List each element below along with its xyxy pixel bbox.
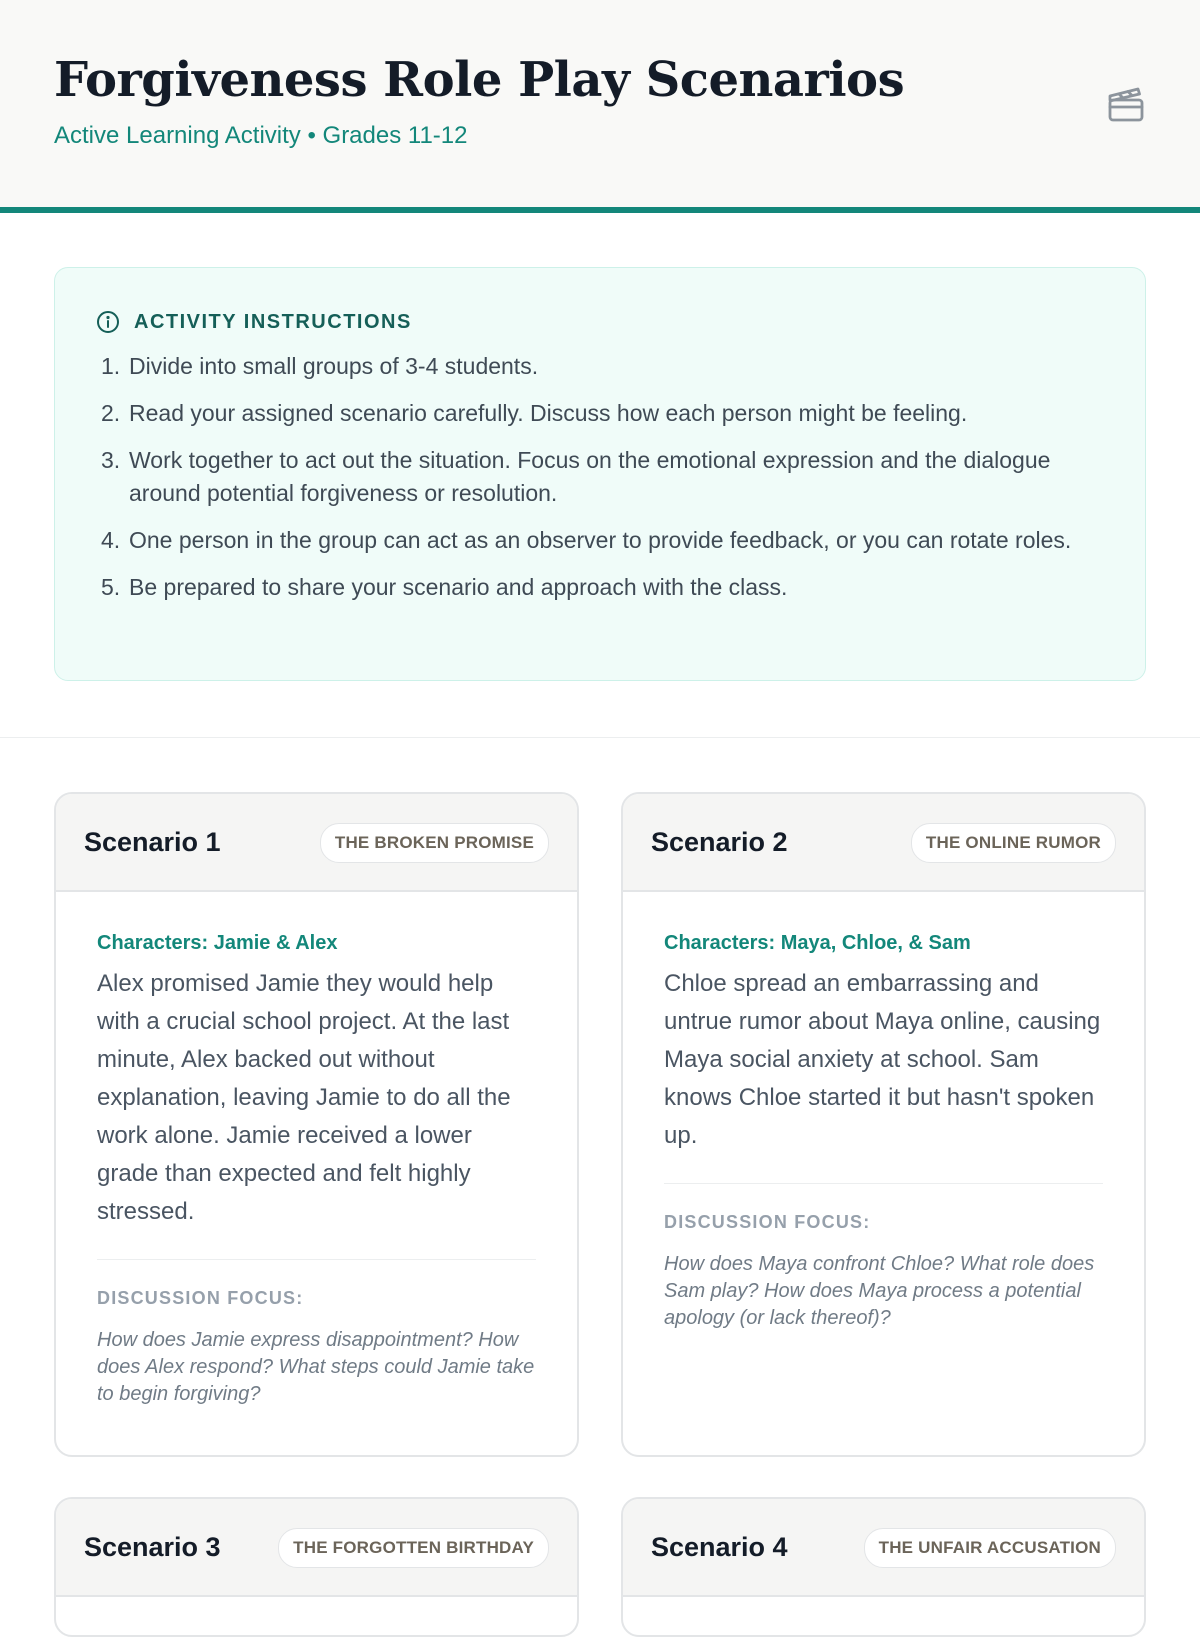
discussion-focus-label: DISCUSSION FOCUS:: [664, 1212, 871, 1232]
page-header: [0, 0, 1200, 213]
scenario-tag: THE ONLINE RUMOR: [911, 823, 1116, 863]
scenario-title: Scenario 3: [84, 1532, 221, 1562]
scenario-card-body: [623, 892, 1144, 1332]
scenario-tag: THE FORGOTTEN BIRTHDAY: [278, 1528, 549, 1568]
instruction-number: 5.: [101, 574, 121, 600]
activity-instructions-panel: [54, 267, 1146, 681]
section-divider: [0, 737, 1200, 738]
scenario-characters: Characters: Jamie & Alex: [97, 932, 338, 954]
discussion-focus-text: How does Jamie express disappointment? How does Alex respond? What steps could Jamie take to begin forgiving?: [97, 1329, 535, 1405]
info-icon: [96, 310, 120, 334]
scenario-card-1: [54, 792, 579, 1457]
instruction-item: [101, 397, 1101, 430]
instruction-text: One person in the group can act as an observer to provide feedback, or you can rotate roles.: [129, 527, 1072, 553]
instruction-item: [101, 524, 1101, 557]
card-divider: [664, 1183, 1103, 1184]
instruction-item: [101, 444, 1101, 510]
instruction-item: [101, 350, 1101, 383]
scenario-description: Alex promised Jamie they would help with a crucial school project. At the last minute, Alex backed out without explanation, leaving Jamie to do all the work alone. Jamie received a lower grade than expected and felt highly stressed.: [97, 970, 511, 1225]
instruction-item: [101, 571, 1101, 604]
page-subtitle: Active Learning Activity • Grades 11-12: [54, 122, 468, 149]
instructions-title: ACTIVITY INSTRUCTIONS: [134, 310, 412, 333]
scenario-card-header: [56, 794, 577, 892]
instruction-text: Work together to act out the situation. Focus on the emotional expression and the dialogue around potential forgiveness or resolution.: [129, 447, 1051, 506]
discussion-focus-text: How does Maya confront Chloe? What role does Sam play? How does Maya process a potential apology (or lack thereof)?: [664, 1253, 1095, 1329]
instruction-number: 1.: [101, 353, 121, 379]
scenario-description: Chloe spread an embarrassing and untrue rumor about Maya online, causing Maya social anxiety at school. Sam knows Chloe started it but hasn't spoken up.: [664, 970, 1101, 1149]
scenario-card-2: [621, 792, 1146, 1457]
scenario-characters: Characters: Maya, Chloe, & Sam: [664, 932, 971, 954]
scenario-tag: THE BROKEN PROMISE: [320, 823, 549, 863]
instruction-number: 4.: [101, 527, 121, 553]
scenario-card-body: [56, 892, 577, 1408]
discussion-focus-label: DISCUSSION FOCUS:: [97, 1288, 304, 1308]
scenario-title: Scenario 2: [651, 827, 788, 857]
instruction-text: Be prepared to share your scenario and approach with the class.: [129, 574, 788, 600]
scenario-card-header: [623, 794, 1144, 892]
scenario-card-4: [621, 1497, 1146, 1637]
scenario-card-3: [54, 1497, 579, 1637]
instruction-number: 3.: [101, 447, 121, 473]
scenario-title: Scenario 4: [651, 1532, 788, 1562]
scenario-tag: THE UNFAIR ACCUSATION: [864, 1528, 1116, 1568]
scenario-card-header: [623, 1499, 1144, 1597]
scenario-card-header: [56, 1499, 577, 1597]
scenario-title: Scenario 1: [84, 827, 221, 857]
instruction-text: Read your assigned scenario carefully. Discuss how each person might be feeling.: [129, 400, 968, 426]
card-divider: [97, 1259, 536, 1260]
page-title: Forgiveness Role Play Scenarios: [54, 52, 905, 108]
instruction-text: Divide into small groups of 3-4 students.: [129, 353, 539, 379]
clapperboard-icon: [1106, 84, 1146, 124]
instruction-number: 2.: [101, 400, 121, 426]
instructions-list: [101, 350, 1101, 618]
